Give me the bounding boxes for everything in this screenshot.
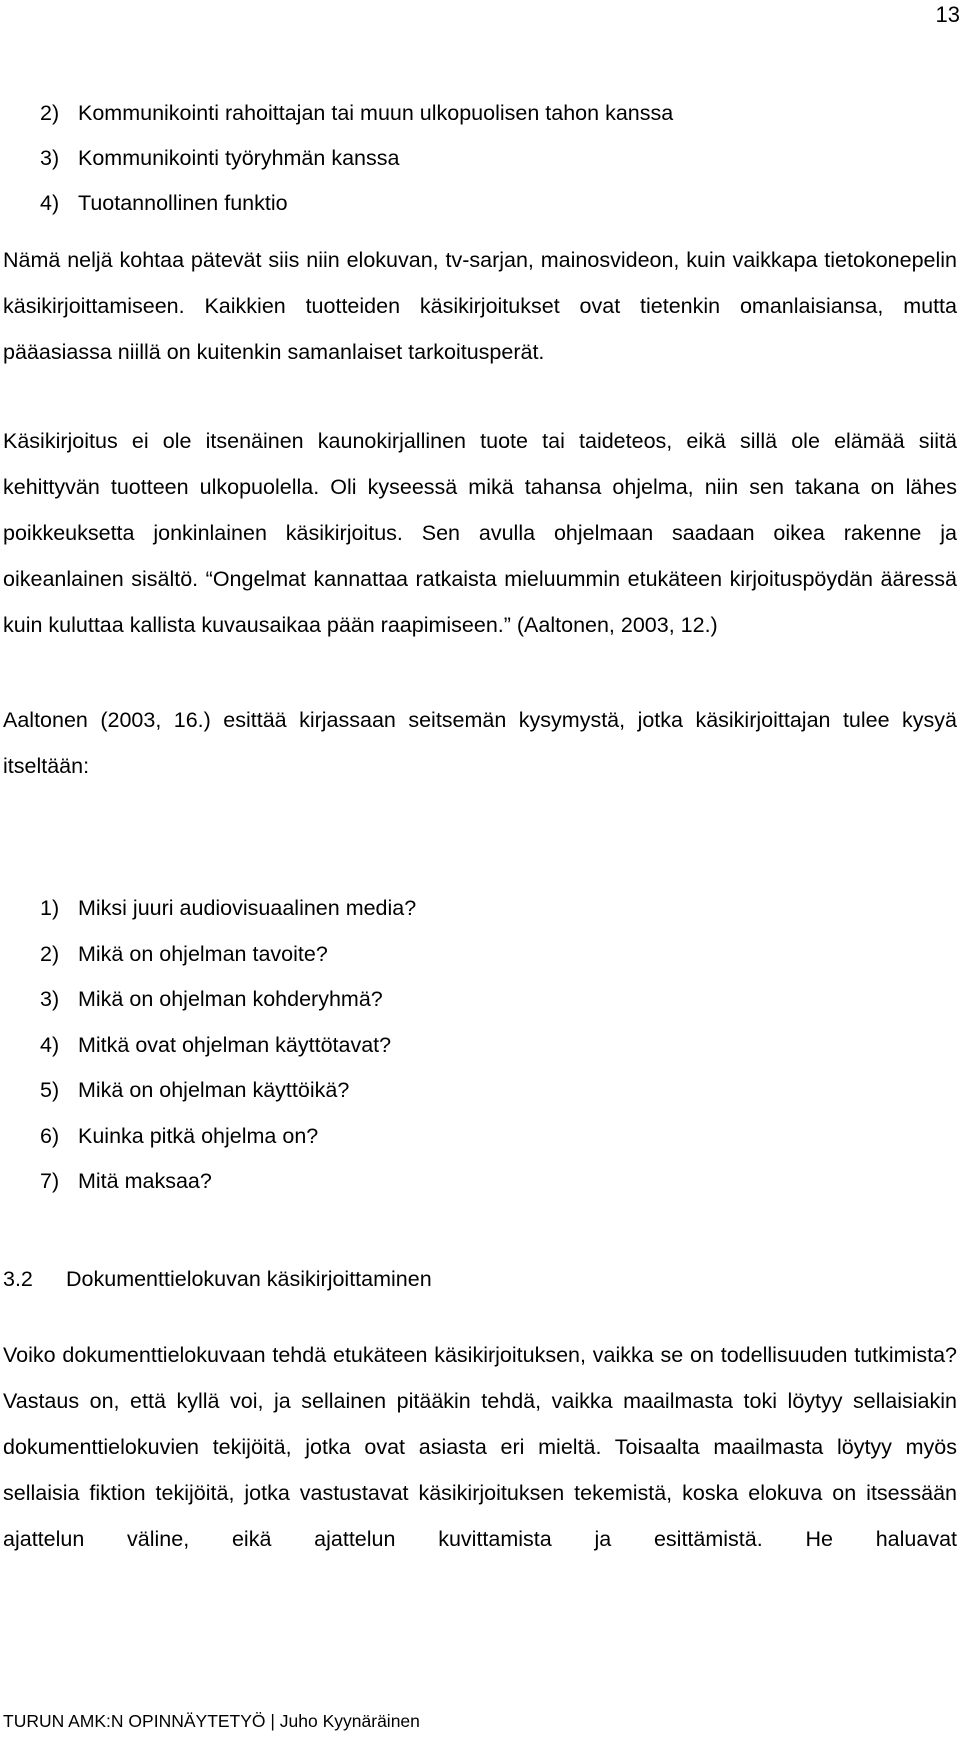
list-communication-functions (40, 100, 673, 235)
list-item-text: Mikä on ohjelman tavoite? (78, 941, 328, 966)
list-item-number: 3) (40, 146, 60, 170)
list-item-text: Miksi juuri audiovisuaalinen media? (78, 896, 417, 920)
list-item-number: 6) (40, 1123, 60, 1148)
list-item-text: Kuinka pitkä ohjelma on? (78, 1123, 319, 1148)
list-item-number: 5) (40, 1078, 60, 1102)
list-item-text: Mikä on ohjelman kohderyhmä? (78, 987, 383, 1011)
list-item-number: 2) (40, 101, 60, 125)
list-item-text: Mitä maksaa? (78, 1169, 212, 1193)
list-item-text: Kommunikointi työryhmän kanssa (78, 146, 400, 170)
list-item (40, 1168, 416, 1214)
list-item-number: 3) (40, 987, 60, 1011)
paragraph-script-purpose: Käsikirjoitus ei ole itsenäinen kaunokirjallinen tuote tai taideteos, eikä sillä ole elämää siitä kehittyvän tuotteen ulkopuolella. Oli kyseessä mikä tahansa ohjelma, niin sen takana on lähes poikkeuksetta jonkinlainen käsikirjoitus. Sen avulla ohjelmaan saadaan oikea rakenne ja oikeanlainen sisältö. “Ongelmat kannattaa ratkaista mieluummin etukäteen kirjoituspöydän ääressä kuin kuluttaa kallista kuvausaikaa pään raapimiseen.” (Aaltonen, 2003, 12.) (3, 429, 957, 637)
list-item (40, 941, 416, 987)
page-footer: TURUN AMK:N OPINNÄYTETYÖ | Juho Kyynäräinen (3, 1711, 420, 1731)
page-number: 13 (935, 2, 960, 27)
paragraph-four-points: Nämä neljä kohtaa pätevät siis niin elokuvan, tv-sarjan, mainosvideon, kuin vaikkapa tietokonepelin käsikirjoittamiseen. Kaikkien tuotteiden käsikirjoitukset ovat tietenkin omanlaisiansa, mutta pääasiassa niillä on kuitenkin samanlaiset tarkoitusperät. (3, 248, 957, 364)
list-item-text: Mikä on ohjelman käyttöikä? (78, 1078, 350, 1102)
section-number: 3.2 (3, 1267, 33, 1291)
list-item (40, 100, 673, 145)
list-item (40, 1123, 416, 1169)
list-item (40, 986, 416, 1032)
list-item-text: Kommunikointi rahoittajan tai muun ulkopuolisen tahon kanssa (78, 101, 674, 125)
list-item-text: Tuotannollinen funktio (78, 191, 288, 215)
list-item-number: 4) (40, 191, 60, 215)
list-item (40, 1032, 416, 1078)
list-item-text: Mitkä ovat ohjelman käyttötavat? (78, 1032, 392, 1057)
list-item (40, 1077, 416, 1123)
paragraph-seven-questions-intro: Aaltonen (2003, 16.) esittää kirjassaan seitsemän kysymystä, jotka käsikirjoittajan tulee kysyä itseltään: (3, 708, 957, 778)
list-item-number: 4) (40, 1032, 60, 1057)
paragraph-documentary-script: Voiko dokumenttielokuvaan tehdä etukäteen käsikirjoituksen, vaikka se on todellisuuden tutkimista? Vastaus on, että kyllä voi, ja sellainen pitääkin tehdä, vaikka maailmasta toki löytyy sellaisiakin dokumenttielokuvien tekijöitä, jotka ovat asiasta eri mieltä. Toisaalta maailmasta löytyy myös sellaisia fiktion tekijöitä, jotka vastustavat käsikirjoituksen tekemistä, koska elokuva on itsessään ajattelun väline, eikä ajattelun kuvittamista ja esittämistä. He haluavat (3, 1343, 957, 1551)
section-heading (3, 1265, 432, 1293)
list-item (40, 190, 673, 235)
section-title: Dokumenttielokuvan käsikirjoittaminen (66, 1267, 432, 1291)
list-item-number: 7) (40, 1169, 60, 1193)
list-seven-questions (40, 895, 416, 1214)
list-item-number: 2) (40, 941, 60, 966)
list-item (40, 145, 673, 190)
list-item-number: 1) (40, 896, 60, 920)
list-item (40, 895, 416, 941)
